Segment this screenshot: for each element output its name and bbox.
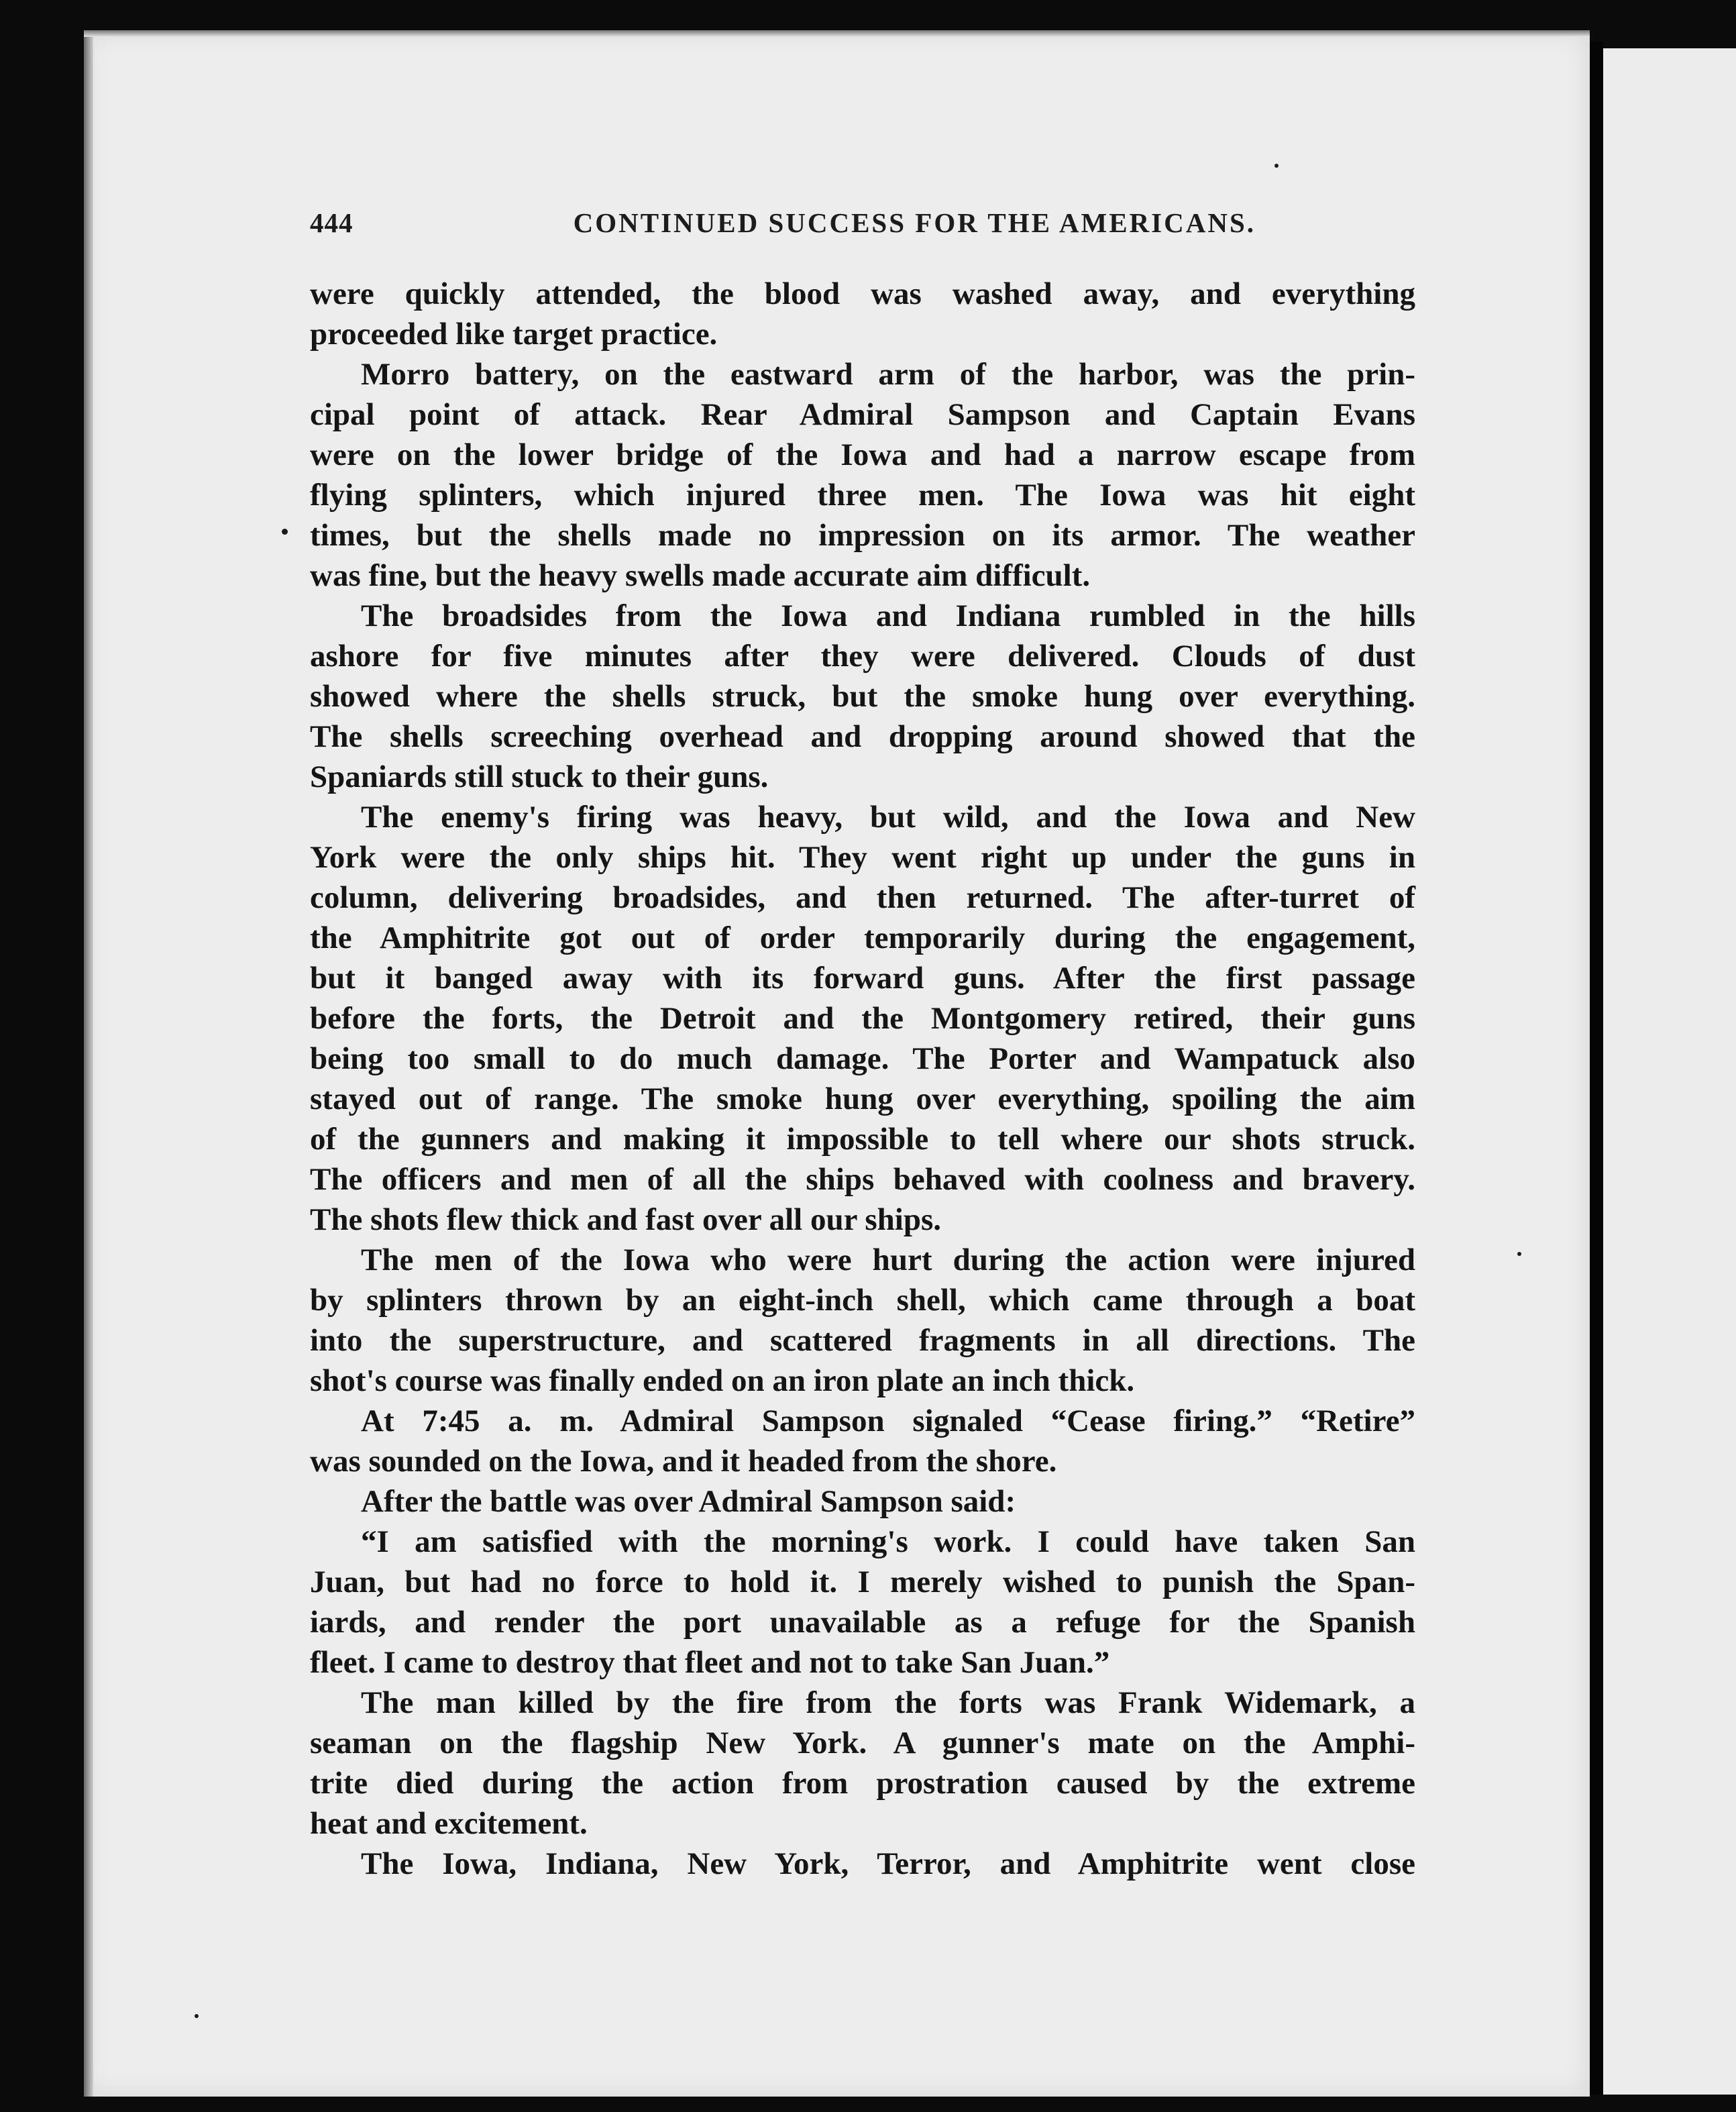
text-line: The Iowa, Indiana, New York, Terror, and Amphitrite went close — [361, 1846, 1415, 1881]
text-line: Morro battery, on the eastward arm of the harbor, was the prin- — [361, 357, 1415, 392]
text-line: column, delivering broadsides, and then returned. The after-turret of — [310, 880, 1415, 915]
gutter-shadow — [1590, 42, 1603, 2095]
text-line: At 7:45 a. m. Admiral Sampson signaled “Cease firing.” “Retire” — [361, 1404, 1415, 1438]
text-line: Spaniards still stuck to their guns. — [310, 759, 769, 794]
running-header — [310, 207, 1256, 247]
text-line: Juan, but had no force to hold it. I merely wished to punish the Span- — [310, 1565, 1415, 1599]
text-line: being too small to do much damage. The Porter and Wampatuck also — [310, 1041, 1415, 1076]
text-line: The shells screeching overhead and dropping around showed that the — [310, 719, 1415, 754]
text-line: stayed out of range. The smoke hung over everything, spoiling the aim — [310, 1081, 1415, 1116]
text-line: The broadsides from the Iowa and Indiana rumbled in the hills — [361, 598, 1415, 633]
text-line: seaman on the flagship New York. A gunner's mate on the Amphi- — [310, 1726, 1415, 1760]
text-line: the Amphitrite got out of order temporarily during the engagement, — [310, 920, 1415, 955]
text-line: heat and excitement. — [310, 1806, 588, 1841]
text-line: by splinters thrown by an eight-inch shell, which came through a boat — [310, 1283, 1415, 1318]
text-line: were on the lower bridge of the Iowa and had a narrow escape from — [310, 437, 1415, 472]
text-line: “I am satisfied with the morning's work. I could have taken San — [361, 1524, 1415, 1559]
text-line: cipal point of attack. Rear Admiral Sampson and Captain Evans — [310, 397, 1415, 432]
scan-speck — [282, 529, 288, 535]
body-text — [310, 274, 1415, 1884]
text-line: was sounded on the Iowa, and it headed from the shore. — [310, 1444, 1057, 1479]
page-top-edge — [84, 30, 1590, 37]
text-line: of the gunners and making it impossible to tell where our shots struck. — [310, 1122, 1415, 1157]
page-number: 444 — [310, 207, 354, 238]
running-title: CONTINUED SUCCESS FOR THE AMERICANS. — [573, 207, 1256, 238]
text-line: The officers and men of all the ships behaved with coolness and bravery. — [310, 1162, 1415, 1197]
text-line: but it banged away with its forward guns. After the first passage — [310, 961, 1415, 996]
text-line: The enemy's firing was heavy, but wild, and the Iowa and New — [361, 800, 1415, 835]
text-line: flying splinters, which injured three men. The Iowa was hit eight — [310, 478, 1415, 513]
text-line: The men of the Iowa who were hurt during the action were injured — [361, 1243, 1415, 1277]
scan-speck — [195, 2014, 199, 2018]
text-line: shot's course was finally ended on an iron plate an inch thick. — [310, 1363, 1135, 1398]
scan-speck — [1517, 1252, 1521, 1256]
text-line: were quickly attended, the blood was washed away, and everything — [310, 276, 1415, 311]
text-line: trite died during the action from prostration caused by the extreme — [310, 1766, 1415, 1801]
text-line: before the forts, the Detroit and the Montgomery retired, their guns — [310, 1001, 1415, 1036]
text-line: iards, and render the port unavailable as a refuge for the Spanish — [310, 1605, 1415, 1640]
text-line: York were the only ships hit. They went right up under the guns in — [310, 840, 1415, 875]
text-line: ashore for five minutes after they were delivered. Clouds of dust — [310, 639, 1415, 674]
text-line: times, but the shells made no impression on its armor. The weather — [310, 518, 1415, 553]
text-line: After the battle was over Admiral Sampson said: — [361, 1484, 1016, 1519]
text-line: fleet. I came to destroy that fleet and not to take San Juan.” — [310, 1645, 1110, 1680]
text-line: The shots flew thick and fast over all our ships. — [310, 1202, 942, 1237]
text-line: showed where the shells struck, but the smoke hung over everything. — [310, 679, 1415, 714]
text-line: into the superstructure, and scattered fragments in all directions. The — [310, 1323, 1415, 1358]
page-left-edge — [84, 30, 93, 2097]
text-line: was fine, but the heavy swells made accurate aim difficult. — [310, 558, 1091, 593]
text-line: The man killed by the fire from the forts was Frank Widemark, a — [361, 1685, 1415, 1720]
scan-speck — [1274, 164, 1279, 168]
text-line: proceeded like target practice. — [310, 317, 718, 352]
adjacent-page-edge — [1603, 48, 1736, 2095]
